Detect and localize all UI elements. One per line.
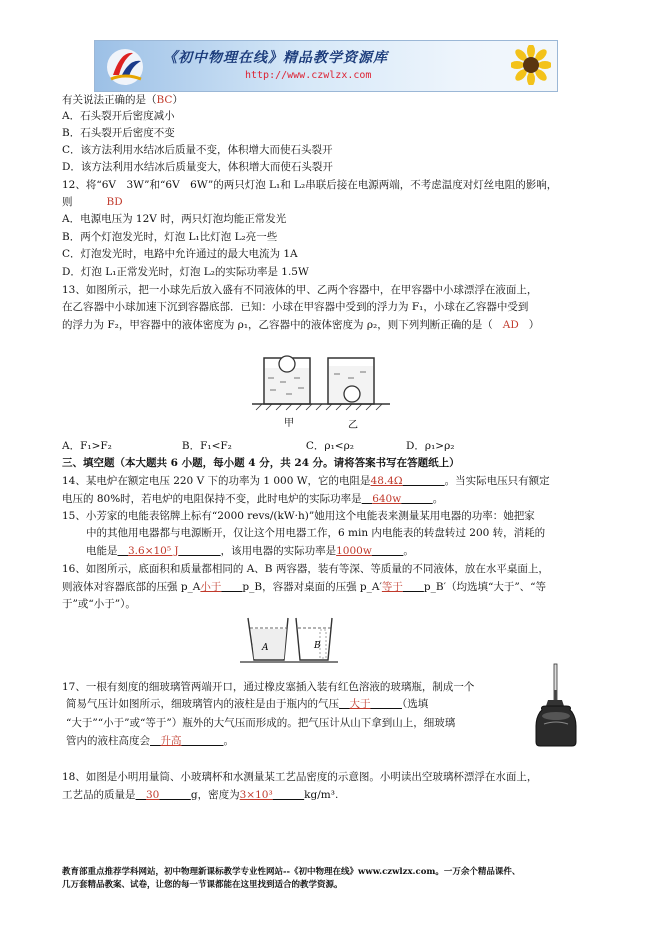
q11-option-a: A．石头裂开后密度减小 — [62, 110, 175, 122]
header-banner — [94, 40, 558, 92]
answer-q16-1: 小于 — [200, 581, 222, 593]
q17-line-3: “大于”“小于”或“等于”）瓶外的大气压而形成的。把气压计从山下拿到山上，细玻璃 — [66, 717, 456, 729]
q13-figure — [250, 338, 410, 434]
q11-stem: 有关说法正确的是（BC） — [62, 94, 183, 106]
answer-q17-2: 升高 — [160, 735, 182, 747]
q12-option-a: A．电源电压为 12V 时，两只灯泡均能正常发光 — [62, 213, 287, 225]
q15-line-1: 15、小芳家的电能表铭牌上标有“2000 revs/(kW·h)”她用这个电能表来测量某用电器的功率：她把家 — [62, 510, 535, 522]
q14-line-2: 电压的 80%时，若电炉的电阻保持不变，此时电炉的实际功率是 640w 。 — [62, 493, 444, 505]
q17-line-2: 简易气压计如图所示，细玻璃管内的液柱是由于瓶内的气压 大于 （选填 — [66, 698, 429, 710]
q18-line-2: 工艺品的质量是 30 g，密度为3×10³ kg/m³. — [62, 789, 339, 801]
ball-floating-icon — [279, 356, 295, 372]
label-jia: 甲 — [284, 418, 294, 429]
answer-q17-1: 大于 — [349, 698, 371, 710]
answer-q15-2: 1000w — [336, 545, 372, 557]
q11-option-c: C．该方法利用水结冰后质量不变，体积增大而使石头裂开 — [62, 144, 333, 156]
answer-q12: BD — [106, 196, 123, 208]
answer-q11: BC — [156, 94, 173, 106]
answer-q13: AD — [502, 319, 519, 331]
q16-line-1: 16、如图所示，底面积和质量都相同的 A、B 两容器，装有等深、等质量的不同液体，放在水平桌面上， — [62, 563, 549, 575]
barometer-figure — [532, 660, 602, 750]
label-yi: 乙 — [348, 420, 358, 431]
banner-url[interactable]: http://www.czwlzx.com — [245, 70, 372, 81]
banner-title: 《初中物理在线》精品教学资源库 — [163, 50, 388, 66]
site-logo-icon — [103, 45, 147, 87]
q12-option-c: C．灯泡发光时，电路中允许通过的最大电流为 1A — [62, 248, 298, 260]
section-3-heading: 三、填空题（本大题共 6 小题，每小题 4 分，共 24 分。请将答案书写在答题纸上） — [62, 457, 460, 469]
sunflower-icon — [511, 45, 551, 85]
answer-q18-2: 3×10³ — [239, 789, 273, 801]
answer-q15-1: 3.6×10⁵ J — [128, 545, 179, 557]
q12-option-b: B．两个灯泡发光时，灯泡 L₁比灯泡 L₂亮一些 — [62, 231, 278, 243]
q11-option-b: B．石头裂开后密度不变 — [62, 127, 175, 139]
q17-line-4: 管内的液柱高度会 升高 。 — [66, 735, 234, 747]
q14-line-1: 14、某电炉在额定电压 220 V 下的功率为 1 000 W，它的电阻是48.4Ω 。当实际电压只有额定 — [62, 475, 550, 487]
q13-stem: 13、如图所示，把一小球先后放入盛有不同液体的甲、乙两个容器中，在甲容器中小球漂浮在液面上， — [62, 284, 538, 296]
q11-option-d: D．该方法利用水结冰后质量变大，体积增大而使石头裂开 — [62, 161, 333, 173]
footer-line-2: 几万套精品教案、试卷，让您的每一节课都能在这里找到适合的教学资源。 — [62, 880, 343, 890]
q13-stem-2: 在乙容器中小球加速下沉到容器底部．已知：小球在甲容器中受到的浮力为 F₁，小球在乙容器中受到 — [62, 301, 529, 313]
ball-sunk-icon — [344, 386, 360, 402]
q16-figure — [240, 614, 340, 670]
q16-line-3: 于”或“小于”）。 — [62, 598, 136, 610]
label-container-b: B — [314, 641, 321, 651]
q17-line-1: 17、一根有刻度的细玻璃管两端开口，通过橡皮塞插入装有红色溶液的玻璃瓶，制成一个 — [62, 681, 475, 693]
answer-q14-2: 640w — [372, 493, 402, 505]
q15-line-3: 电能是 3.6×10⁵ J ，该用电器的实际功率是1000w 。 — [86, 545, 414, 557]
q12-stem: 12、将“6V 3W”和“6V 6W”的两只灯泡 L₁和 L₂串联后接在电源两端，不考虑温度对灯丝电阻的影响， — [62, 179, 558, 191]
footer-line-1: 教育部重点推荐学科网站，初中物理新课标教学专业性网站--《初中物理在线》www.czwlzx.com。一万余个精品课件、 — [62, 867, 521, 877]
q13-options: A．F₁>F₂ B．F₁<F₂ C．ρ₁<ρ₂ D．ρ₁>ρ₂ — [62, 440, 455, 452]
q16-line-2: 则液体对容器底部的压强 p_A小于 p_B，容器对桌面的压强 p_A′等于 p_B′（均选填“大于”、“等 — [62, 581, 547, 593]
q13-stem-3: 的浮力为 F₂，甲容器中的液体密度为 ρ₁，乙容器中的液体密度为 ρ₂，则下列判断正确的是（ AD ） — [62, 319, 540, 331]
answer-q16-2: 等于 — [381, 581, 403, 593]
q15-line-2: 中的其他用电器都与电源断开，仅让这个用电器工作，6 min 内电能表的转盘转过 200 转，消耗的 — [86, 527, 546, 539]
q12-stem-2: 则 BD — [62, 196, 123, 208]
q18-line-1: 18、如图是小明用量筒、小玻璃杯和水测量某工艺品密度的示意图。小明读出空玻璃杯漂浮在水面上， — [62, 771, 538, 783]
label-container-a: A — [262, 643, 269, 653]
answer-q14-1: 48.4Ω — [370, 475, 403, 487]
q12-option-d: D．灯泡 L₁正常发光时，灯泡 L₂的实际功率是 1.5W — [62, 266, 309, 278]
answer-q18-1: 30 — [146, 789, 160, 801]
